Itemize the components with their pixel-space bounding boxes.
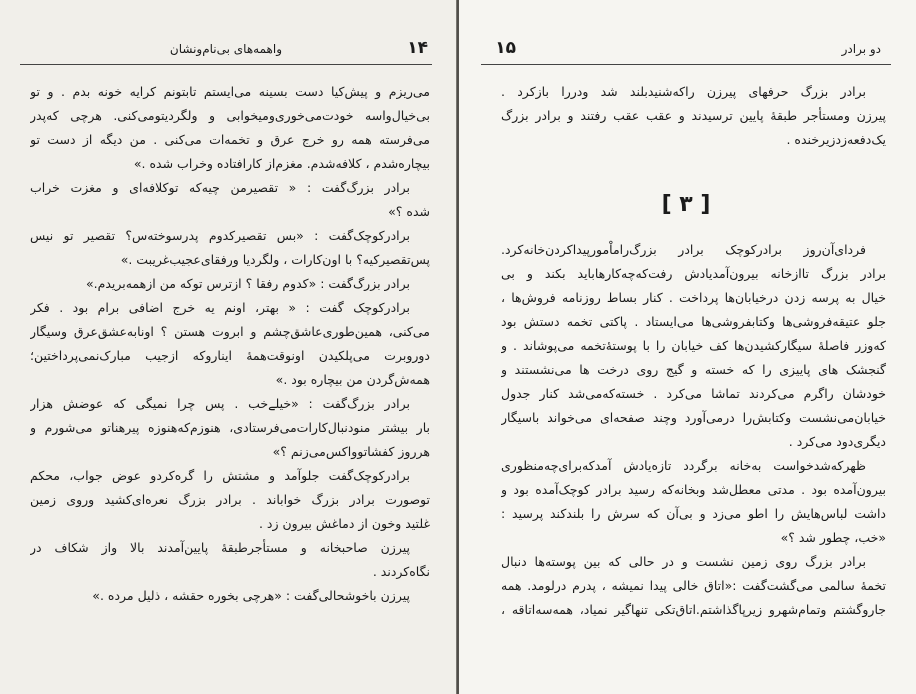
chapter-marker: [ ۳ ] bbox=[661, 192, 711, 217]
text-line: دوروبرت می‌پلکیدن او‌نوقت‌همهٔ اینارو‌که ازجیب مبارک‌نمی‌پرداختین؛ bbox=[30, 348, 430, 363]
text-line: دیگری‌دود می‌کرد . bbox=[788, 434, 886, 449]
right-page-header bbox=[481, 36, 891, 64]
text-line: پس‌تقصیرکیه؟ با اون‌کارات ، ولگردیا ورفقای‌عجیب‌غریبت .» bbox=[120, 252, 430, 267]
text-line: می‌کنی، همین‌طوری‌عاشق‌چشم و ابروت هستن ؟ اونا‌به‌عشق‌عرق وسیگار bbox=[30, 324, 430, 339]
text-line: برادرکوچک‌گفت جلو‌آمد و مشتش را گره‌کردو عوض جواب، محکم bbox=[30, 468, 410, 483]
text-line: پیرزن باخوشحالی‌گفت : «هرچی بخوره حقشه ، ذلیل مرده .» bbox=[92, 588, 410, 603]
text-line: می‌ریزم و پیش‌کیا دست بسینه می‌ایستم تا‌بتونم کرایه خونه بدم . و تو bbox=[30, 84, 430, 99]
text-line: ظهرکه‌شدخواست به‌خانه برگردد تازه‌یادش آمدکه‌برای‌چه‌منظوری bbox=[501, 458, 866, 473]
right-page-body bbox=[501, 238, 886, 622]
text-line: نگاه‌کردند . bbox=[372, 564, 430, 579]
text-line: برادرکوچک‌گفت : «بس تقصیرکدوم پدرسوخته‌س؟ تقصیر تو نیس bbox=[30, 228, 410, 243]
text-line: که‌وزر فاصلهٔ سیگارکشیدن‌ها کف خیابان را با پوستهٔ‌تخمه می‌پوشاند . و bbox=[501, 338, 886, 353]
running-title: واهمه‌های بی‌نام‌ونشان bbox=[169, 42, 282, 56]
text-line: توصورت برادر بزرگ خواباند . برادر بزرگ نعره‌ای‌کشید وروی زمین bbox=[30, 492, 430, 507]
header-rule bbox=[20, 64, 432, 65]
text-line: برادر بزرگ حرفهای پیرزن راکه‌شنیدبلند شد ودررا بازکرد . bbox=[501, 84, 866, 99]
text-line: خیال به پرسه زدن درخیابان‌ها پرداخت . کنار بساط روزنامه فروش‌ها ، bbox=[501, 290, 886, 305]
text-line: برادر بزرگ‌گفت : «کدوم رفقا ؟ ازترس توکه من ازهمه‌بریدم.» bbox=[85, 276, 410, 291]
right-page bbox=[459, 0, 916, 694]
text-line: برادرکوچک گفت : « بهتر، اونم یه خرج اضافی برام بود . فکر bbox=[30, 300, 410, 315]
text-line: جلو عتیقه‌فروشی‌ها وکتابفروشی‌ها می‌ایستاد . پاکتی تخمه دستش بود bbox=[501, 314, 886, 329]
text-line: برادر بزرگ‌گفت : « تقصیرمن چیه‌که توکلافه‌ای و مغزت خراب bbox=[30, 180, 410, 195]
right-page-body-top bbox=[501, 80, 886, 152]
page-number: ۱۵ bbox=[495, 38, 516, 58]
text-line: می‌فرسته همه رو خرج عرق و تخمه‌ات می‌کنی . من دیگه از دست تو bbox=[30, 132, 430, 147]
text-line: تخمهٔ سالمی می‌گشت‌گفت :«اتاق خالی پیدا نمیشه ، پدرم درلومد. همه bbox=[501, 578, 886, 593]
text-line: پیرزن ومستأجر طبقهٔ پایین ترسیدند و عقب عقب رفتند و برادر بزرگ bbox=[501, 108, 886, 123]
text-line: «خب، چطور شد ؟» bbox=[780, 530, 886, 545]
text-line: جارو‌گشتم و‌تمام‌شهرو زیرپاگذاشتم.اتاق‌تکی تنها‌گیر نمیاد، همه‌سه‌اتاقه ، bbox=[501, 602, 886, 617]
text-line: همه‌ش‌گردن من بیچاره بود .» bbox=[275, 372, 430, 387]
left-page-header bbox=[20, 36, 432, 64]
text-line: برادر بزرگ‌گفت : «خیلےخب . پس چرا نمیگی که عوضش هزار bbox=[30, 396, 410, 411]
text-line: بیرون‌آمده بود . مدتی معطل‌شد وبخانه‌که رسید برادر کوچک‌آمده بود و bbox=[501, 482, 886, 497]
text-line: خودشان راگرم می‌کردند تماشا می‌کرد . خسته‌که‌می‌شد کنار جدول bbox=[501, 386, 886, 401]
text-line: فردای‌آن‌روز برادرکوچک‌ برادر بزرگ‌راماْمورپیداکردن‌خانه‌کرد. bbox=[501, 242, 866, 257]
page-number: ۱۴ bbox=[407, 38, 428, 58]
text-line: پیرزن صاحبخانه و مستأجر‌طبقهٔ پایین‌آمدند بالا واز شکاف در bbox=[30, 540, 410, 555]
text-line: گنجشک های پاییزی را که خسته و گیج روی درخت ها می‌نشستند و bbox=[501, 362, 886, 377]
text-line: خیابان‌می‌نشست وکتابش‌را درمی‌آورد وچند صفحه‌ای می‌خواند باسیگار bbox=[501, 410, 886, 425]
text-line: بار بیشتر منو‌دنبال‌کارات‌می‌فرستادی، هنوزم‌که‌هنوزه پیرهناتو می‌شورم و bbox=[30, 420, 430, 435]
header-rule bbox=[481, 64, 891, 65]
text-line: شده ؟» bbox=[388, 204, 430, 219]
text-line: برادر بزرگ روی زمین نشست و در حالی که بین پوسته‌ها دنبال bbox=[501, 554, 866, 569]
running-title: دو برادر bbox=[841, 42, 881, 56]
text-line: غلتید وخون از دماغش بیرون زد . bbox=[258, 516, 430, 531]
text-line: بی‌خیال‌واسه خودت‌می‌خوری‌ومیخوابی و ولگردیتومی‌کنی. هرچی که‌پدر bbox=[30, 108, 430, 123]
text-line: هرروز کفشاتو‌واکس‌می‌زنم ؟» bbox=[272, 444, 430, 459]
left-page-body bbox=[30, 80, 430, 608]
left-page bbox=[0, 0, 457, 694]
text-line: داشت لباس‌هایش را اطو می‌زد و بی‌آن که سرش را بلندکند پرسید : bbox=[501, 506, 886, 521]
text-line: یک‌دفعه‌زدزیرخنده . bbox=[786, 132, 886, 147]
text-line: برادر بزرگ تاازخانه بیرون‌آمدیادش رفت‌که‌چه‌کارهاباید بکند و بی bbox=[501, 266, 886, 281]
text-line: بیچاره‌شدم ، کلافه‌شدم. مغزم‌از کارافتاده وخراب شده .» bbox=[133, 156, 430, 171]
